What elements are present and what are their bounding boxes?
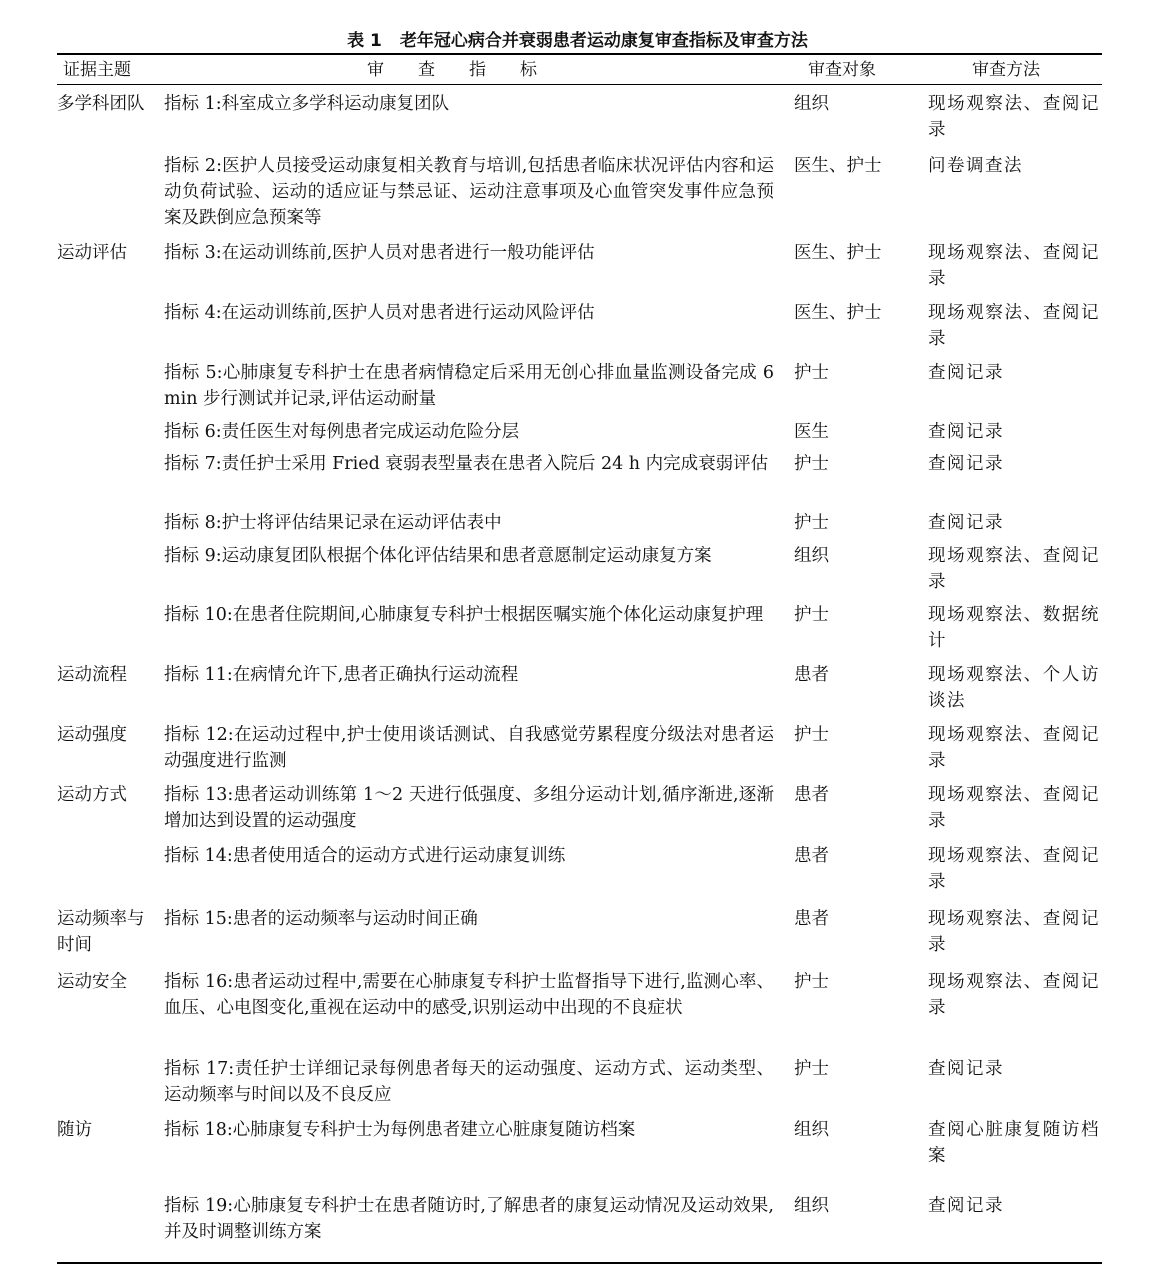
object-cell: 医生、护士 <box>794 243 882 263</box>
method-cell: 查阅记录 <box>928 454 1004 474</box>
object-cell: 组织 <box>794 546 829 566</box>
indicator-cell: 指标 7:责任护士采用 Fried 衰弱表型量表在患者入院后 24 h 内完成衰弱评估 <box>164 454 769 474</box>
topic-cell: 运动评估 <box>57 243 127 263</box>
method-cell: 查阅记录 <box>928 422 1004 442</box>
topic-cell: 多学科团队 <box>57 94 145 114</box>
object-cell: 患者 <box>794 846 829 866</box>
object-cell: 组织 <box>794 1196 829 1216</box>
object-cell: 护士 <box>794 972 829 992</box>
method-cell: 现场观察法、查阅记录 <box>928 94 1100 140</box>
indicator-cell: 指标 2:医护人员接受运动康复相关教育与培训,包括患者临床状况评估内容和运动负荷试验、运动的适应证与禁忌证、运动注意事项及心血管突发事件应急预案及跌倒应急预案等 <box>164 156 774 228</box>
header-object: 审查对象 <box>808 60 876 80</box>
indicator-cell: 指标 16:患者运动过程中,需要在心肺康复专科护士监督指导下进行,监测心率、血压、心电图变化,重视在运动中的感受,识别运动中出现的不良症状 <box>164 972 774 1018</box>
method-cell: 现场观察法、查阅记录 <box>928 846 1100 892</box>
topic-cell: 运动流程 <box>57 665 127 685</box>
topic-cell: 运动强度 <box>57 725 127 745</box>
header-topic: 证据主题 <box>63 60 131 80</box>
indicator-cell: 指标 17:责任护士详细记录每例患者每天的运动强度、运动方式、运动类型、运动频率与时间以及不良反应 <box>164 1059 774 1105</box>
object-cell: 组织 <box>794 94 829 114</box>
topic-cell: 运动方式 <box>57 785 127 805</box>
indicator-cell: 指标 10:在患者住院期间,心肺康复专科护士根据医嘱实施个体化运动康复护理 <box>164 605 764 625</box>
indicator-cell: 指标 19:心肺康复专科护士在患者随访时,了解患者的康复运动情况及运动效果,并及时调整训练方案 <box>164 1196 774 1242</box>
object-cell: 护士 <box>794 605 829 625</box>
method-cell: 现场观察法、查阅记录 <box>928 972 1100 1018</box>
method-cell: 现场观察法、数据统计 <box>928 605 1100 651</box>
header-rule <box>57 84 1102 85</box>
object-cell: 护士 <box>794 513 829 533</box>
indicator-cell: 指标 6:责任医生对每例患者完成运动危险分层 <box>164 422 520 442</box>
indicator-cell: 指标 14:患者使用适合的运动方式进行运动康复训练 <box>164 846 566 866</box>
method-cell: 现场观察法、查阅记录 <box>928 546 1100 592</box>
topic-cell: 运动安全 <box>57 972 127 992</box>
method-cell: 现场观察法、查阅记录 <box>928 243 1100 289</box>
method-cell: 现场观察法、查阅记录 <box>928 725 1100 771</box>
method-cell: 现场观察法、个人访谈法 <box>928 665 1100 711</box>
method-cell: 查阅心脏康复随访档案 <box>928 1120 1100 1166</box>
method-cell: 现场观察法、查阅记录 <box>928 303 1100 349</box>
header-method: 审查方法 <box>972 60 1040 80</box>
object-cell: 组织 <box>794 1120 829 1140</box>
indicator-cell: 指标 5:心肺康复专科护士在患者病情稳定后采用无创心排血量监测设备完成 6 min 步行测试并记录,评估运动耐量 <box>164 363 774 409</box>
object-cell: 护士 <box>794 1059 829 1079</box>
indicator-cell: 指标 4:在运动训练前,医护人员对患者进行运动风险评估 <box>164 303 595 323</box>
indicator-cell: 指标 1:科室成立多学科运动康复团队 <box>164 94 450 114</box>
object-cell: 医生 <box>794 422 829 442</box>
object-cell: 护士 <box>794 725 829 745</box>
table-caption <box>0 26 1155 51</box>
header-indicator: 审查指标 <box>367 60 571 80</box>
indicator-cell: 指标 11:在病情允许下,患者正确执行运动流程 <box>164 665 519 685</box>
table-number: 表 1 <box>347 31 382 51</box>
topic-cell: 运动频率与时间 <box>57 909 145 955</box>
topic-cell: 随访 <box>57 1120 92 1140</box>
method-cell: 现场观察法、查阅记录 <box>928 785 1100 831</box>
bottom-rule <box>57 1262 1102 1264</box>
object-cell: 护士 <box>794 363 829 383</box>
indicator-cell: 指标 18:心肺康复专科护士为每例患者建立心脏康复随访档案 <box>164 1120 636 1140</box>
indicator-cell: 指标 12:在运动过程中,护士使用谈话测试、自我感觉劳累程度分级法对患者运动强度进行监测 <box>164 725 774 771</box>
object-cell: 患者 <box>794 909 829 929</box>
method-cell: 问卷调查法 <box>928 156 1023 176</box>
method-cell: 查阅记录 <box>928 513 1004 533</box>
method-cell: 现场观察法、查阅记录 <box>928 909 1100 955</box>
indicator-cell: 指标 15:患者的运动频率与运动时间正确 <box>164 909 478 929</box>
method-cell: 查阅记录 <box>928 1059 1004 1079</box>
indicator-cell: 指标 3:在运动训练前,医护人员对患者进行一般功能评估 <box>164 243 595 263</box>
top-rule <box>57 53 1102 55</box>
table-title: 老年冠心病合并衰弱患者运动康复审查指标及审查方法 <box>399 31 808 51</box>
indicator-cell: 指标 9:运动康复团队根据个体化评估结果和患者意愿制定运动康复方案 <box>164 546 712 566</box>
object-cell: 患者 <box>794 785 829 805</box>
method-cell: 查阅记录 <box>928 363 1004 383</box>
indicator-cell: 指标 13:患者运动训练第 1～2 天进行低强度、多组分运动计划,循序渐进,逐渐增加达到设置的运动强度 <box>164 785 774 831</box>
method-cell: 查阅记录 <box>928 1196 1004 1216</box>
indicator-cell: 指标 8:护士将评估结果记录在运动评估表中 <box>164 513 502 533</box>
object-cell: 患者 <box>794 665 829 685</box>
object-cell: 医生、护士 <box>794 156 882 176</box>
object-cell: 医生、护士 <box>794 303 882 323</box>
object-cell: 护士 <box>794 454 829 474</box>
